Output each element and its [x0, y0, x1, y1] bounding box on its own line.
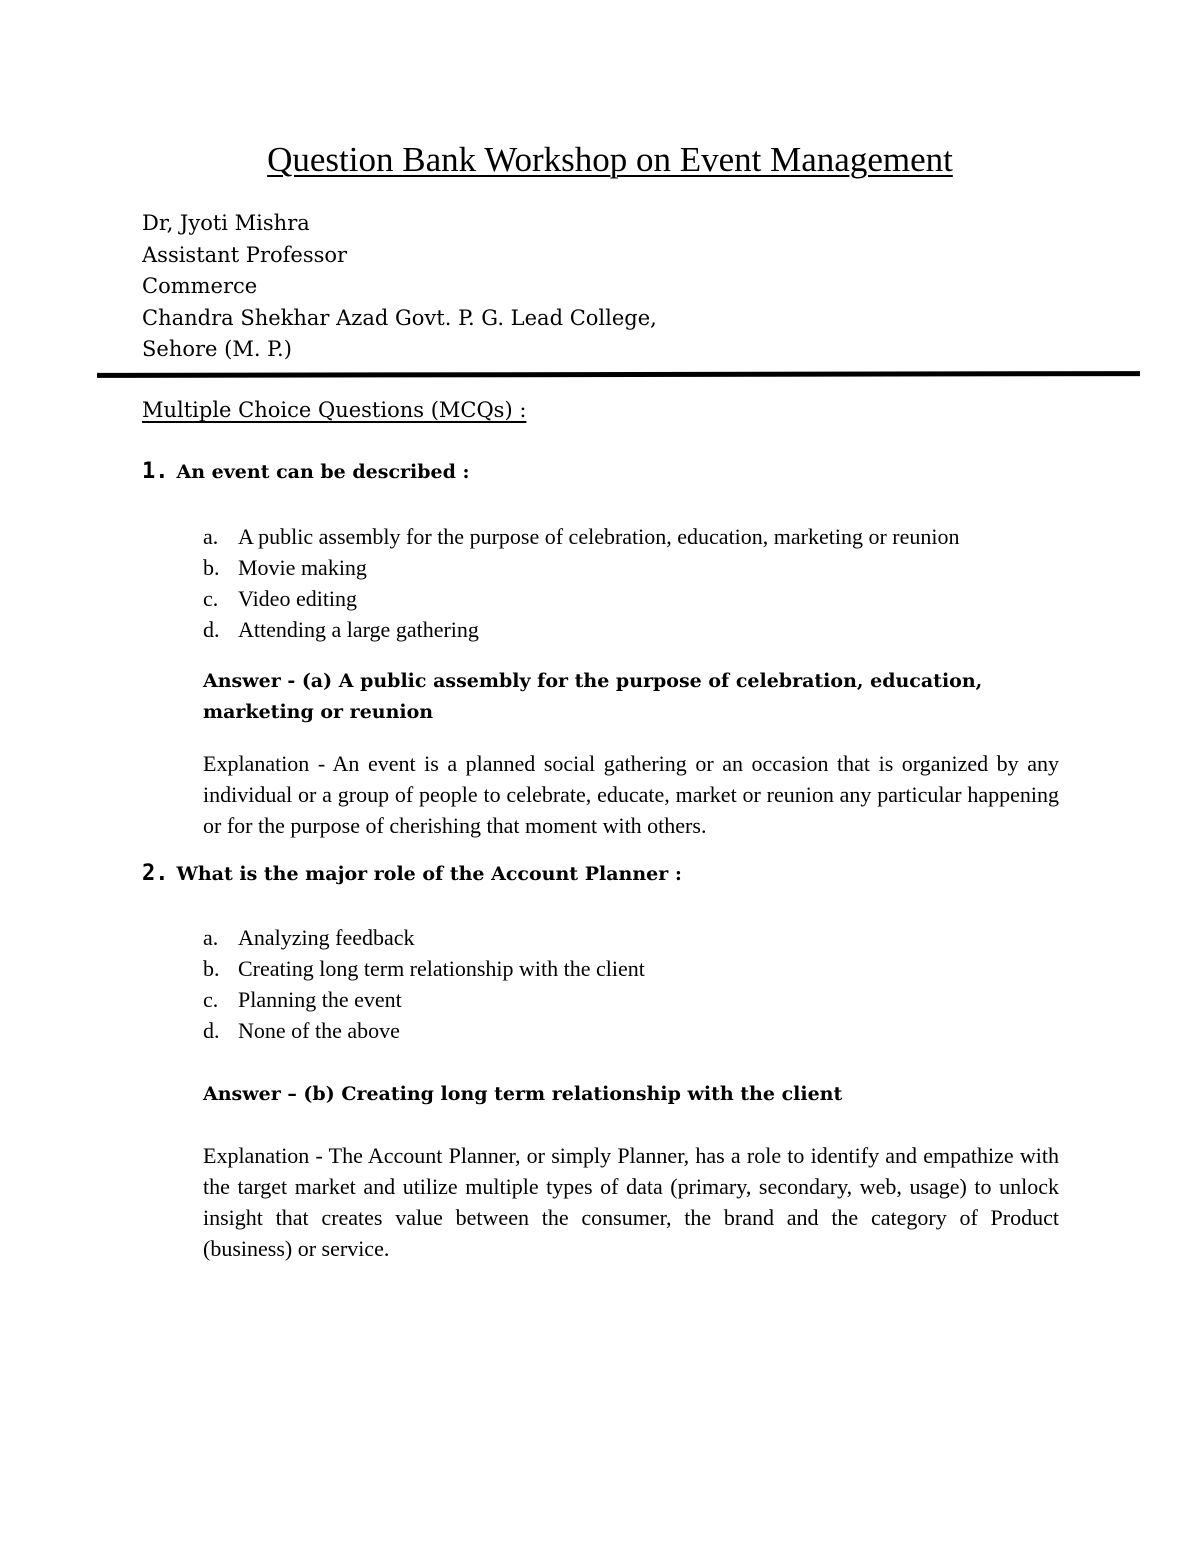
- question-number: 2.: [142, 861, 169, 886]
- document-title: Question Bank Workshop on Event Management: [267, 140, 953, 179]
- author-position: Assistant Professor: [142, 242, 348, 267]
- option-item: [203, 953, 645, 984]
- author-college: Chandra Shekhar Azad Govt. P. G. Lead College,: [142, 305, 657, 330]
- option-text: Analyzing feedback: [238, 925, 415, 950]
- option-text: Attending a large gathering: [238, 617, 479, 642]
- question-2-answer: Answer – (b) Creating long term relationship with the client: [203, 1083, 843, 1105]
- option-item: [203, 922, 645, 953]
- author-department: Commerce: [142, 274, 258, 298]
- option-text: None of the above: [238, 1018, 400, 1043]
- question-1-answer: Answer - (a) A public assembly for the purpose of celebration, education, marketing or reunion: [203, 670, 983, 723]
- option-letter: a.: [203, 524, 219, 549]
- author-location: Sehore (M. P.): [142, 337, 292, 361]
- author-block: [142, 208, 657, 366]
- option-letter: c.: [203, 586, 219, 611]
- question-number: 1.: [142, 459, 169, 484]
- question-2-explanation: Explanation - The Account Planner, or simply Planner, has a role to identify and empathize with the target market and utilize multiple types of data (primary, secondary, web, usage) to unlock insight that creates value between the consumer, the brand and the category of Product (business) or service.: [203, 1143, 1059, 1261]
- option-text: Video editing: [238, 586, 358, 611]
- question-2-options: [203, 922, 645, 1046]
- option-item: [203, 552, 960, 583]
- option-letter: c.: [203, 987, 219, 1012]
- option-letter: a.: [203, 925, 219, 950]
- section-heading: Multiple Choice Questions (MCQs) :: [142, 398, 527, 422]
- option-item: [203, 614, 960, 645]
- option-item: [203, 521, 960, 552]
- question-text: An event can be described :: [176, 461, 470, 483]
- question-1-options: [203, 521, 960, 645]
- horizontal-divider: [97, 371, 1140, 378]
- option-item: [203, 583, 960, 614]
- option-text: A public assembly for the purpose of celebration, education, marketing or reunion: [238, 524, 960, 549]
- option-letter: b.: [203, 956, 220, 981]
- question-1: [142, 459, 470, 484]
- option-letter: d.: [203, 1018, 220, 1043]
- option-letter: b.: [203, 555, 220, 580]
- option-item: [203, 1015, 645, 1046]
- option-text: Planning the event: [238, 987, 402, 1012]
- option-item: [203, 984, 645, 1015]
- option-text: Creating long term relationship with the client: [238, 956, 645, 981]
- question-2: [142, 861, 682, 886]
- option-letter: d.: [203, 617, 220, 642]
- option-text: Movie making: [238, 555, 367, 580]
- question-text: What is the major role of the Account Planner :: [176, 863, 682, 885]
- question-1-explanation: Explanation - An event is a planned social gathering or an occasion that is organized by any individual or a group of people to celebrate, educate, market or reunion any particular happening or for the purpose of cherishing that moment with others.: [203, 751, 1059, 838]
- author-name: Dr, Jyoti Mishra: [142, 211, 310, 235]
